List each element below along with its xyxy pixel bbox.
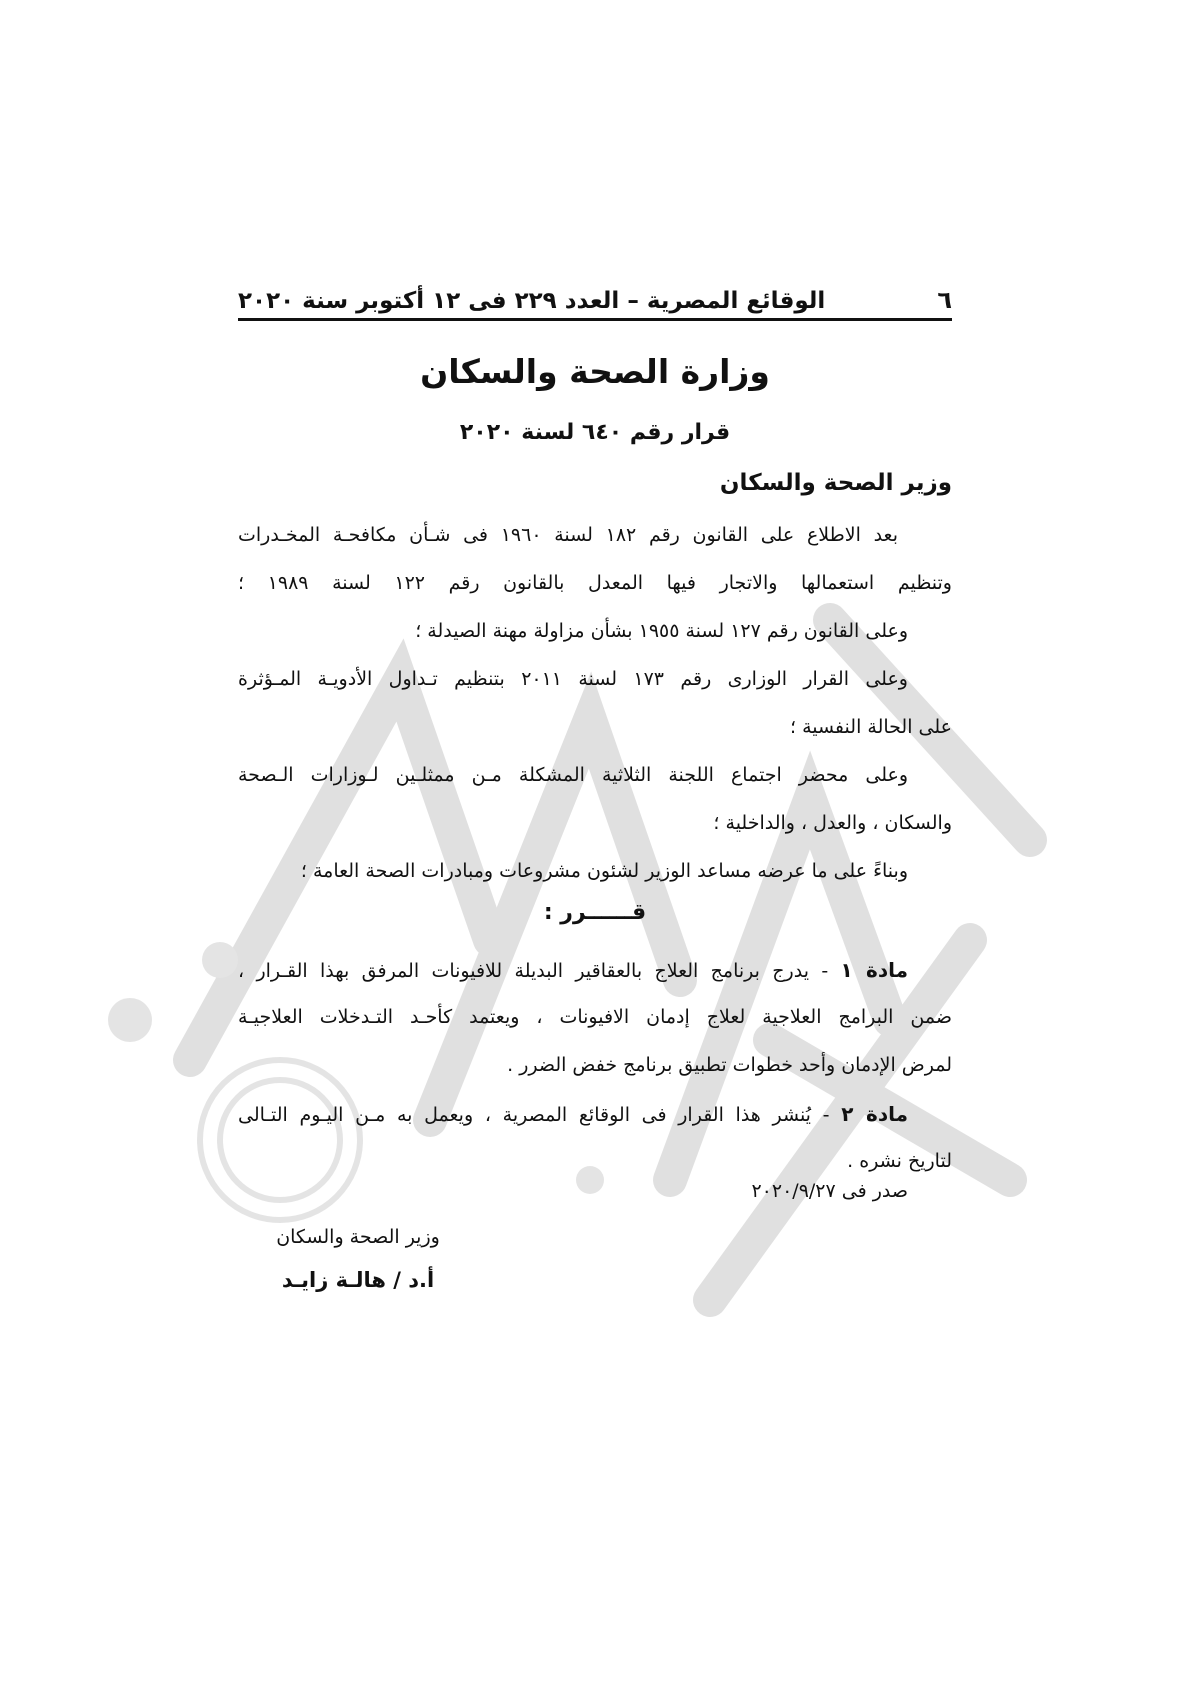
page-header [238,270,952,314]
issue-date: صدر فى ٢٠٢٠/٩/٢٧ [751,1180,908,1202]
decides-heading: قــــــرر : [543,900,647,925]
preamble-line: وعلى محضر اجتماع اللجنة الثلاثية المشكلة مـن ممثلـين لـوزارات الـصحة [238,764,908,786]
article-1-line: ضمن البرامج العلاجية لعلاج إدمان الافيونات ، ويعتمد كأحـد التـدخلات العلاجيـة [238,1006,952,1028]
article-1-number: مادة ١ [840,958,908,982]
preamble-line: وبناءً على ما عرضه مساعد الوزير لشئون مشروعات ومبادرات الصحة العامة ؛ [300,860,908,882]
header-divider [238,318,952,321]
ministry-title: وزارة الصحة والسكان [420,352,770,391]
article-1-line [238,958,908,982]
signatory-title: وزير الصحة والسكان [276,1226,440,1248]
preamble-line: وتنظيم استعمالها والاتجار فيها المعدل بالقانون رقم ١٢٢ لسنة ١٩٨٩ ؛ [238,572,952,594]
article-1-text: - يدرج برنامج العلاج بالعقاقير البديلة للافيونات المرفق بهذا القـرار ، [238,960,829,982]
signatory-name: أ.د / هالـة زايـد [281,1268,435,1292]
preamble-line: وعلى القانون رقم ١٢٧ لسنة ١٩٥٥ بشأن مزاولة مهنة الصيدلة ؛ [415,620,908,642]
preamble-line: بعد الاطلاع على القانون رقم ١٨٢ لسنة ١٩٦٠ فى شـأن مكافحـة المخـدرات [238,524,898,546]
article-2-line [238,1102,908,1126]
article-2-text: - يُنشر هذا القرار فى الوقائع المصرية ، ويعمل به مـن اليـوم التـالى [238,1104,830,1126]
publication-title: الوقائع المصرية – العدد ٢٢٩ فى ١٢ أكتوبر سنة ٢٠٢٠ [238,288,826,314]
preamble-line: على الحالة النفسية ؛ [789,716,952,738]
preamble-line: وعلى القرار الوزارى رقم ١٧٣ لسنة ٢٠١١ بتنظيم تـداول الأدويـة المـؤثرة [238,668,908,690]
issuer-heading: وزير الصحة والسكان [719,470,952,496]
article-2-number: مادة ٢ [841,1102,908,1126]
decree-title: قرار رقم ٦٤٠ لسنة ٢٠٢٠ [459,420,731,445]
page-number: ٦ [937,286,952,314]
article-2-line: لتاريخ نشره . [847,1150,952,1172]
preamble-line: والسكان ، والعدل ، والداخلية ؛ [713,812,952,834]
article-1-line: لمرض الإدمان وأحد خطوات تطبيق برنامج خفض الضرر . [507,1054,952,1076]
